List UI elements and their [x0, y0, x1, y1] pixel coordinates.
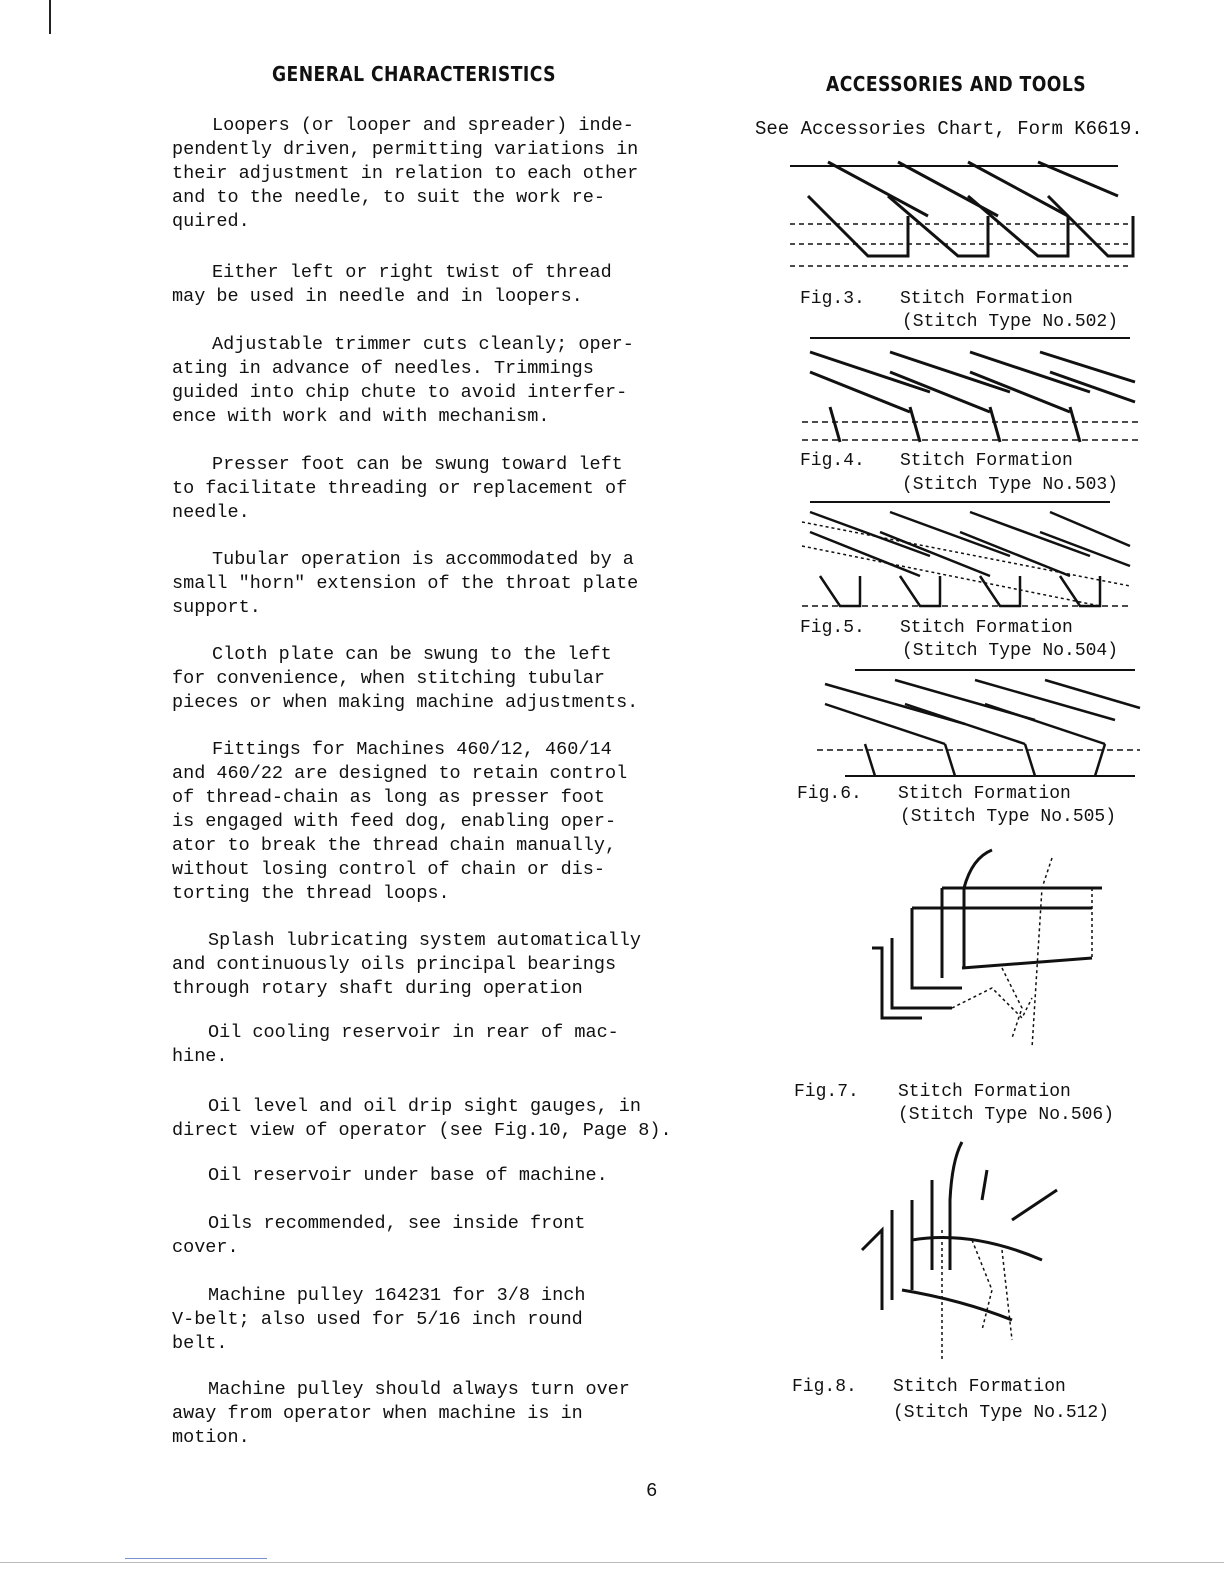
paragraph-pulley-direction: Machine pulley should always turn over away from operator when machine is in motion. — [172, 1379, 630, 1448]
stitch-512-illustration — [842, 1140, 1072, 1362]
page-number: 6 — [646, 1480, 658, 1502]
paragraph-oil-cooling: Oil cooling reservoir in rear of mac- hine. — [172, 1022, 619, 1067]
fig5-label: Fig.5. — [800, 618, 865, 638]
scan-edge-line — [49, 0, 51, 34]
paragraph-fittings: Fittings for Machines 460/12, 460/14 and 460/22 are designed to retain control of thread-chain as long as presser foot is engaged with feed dog, enabling oper- ator to break the thread chain manually, without losing control of chain or dis- torting the thread loops. — [172, 739, 628, 904]
accessories-intro: See Accessories Chart, Form K6619. — [755, 118, 1143, 140]
scan-bottom-rule — [0, 1562, 1224, 1563]
fig7-subtitle: (Stitch Type No.506) — [898, 1105, 1115, 1125]
fig3-label: Fig.3. — [800, 289, 865, 309]
paragraph-tubular: Tubular operation is accommodated by a small "horn" extension of the throat plate support. — [172, 549, 639, 618]
paragraph-trimmer: Adjustable trimmer cuts cleanly; oper- ating in advance of needles. Trimmings guided into chip chute to avoid interfer- ence with work and with mechanism. — [172, 334, 634, 427]
paragraph-oil-gauges: Oil level and oil drip sight gauges, in direct view of operator (see Fig.10, Page 8). — [172, 1096, 672, 1141]
stitch-502-illustration — [788, 156, 1138, 280]
paragraph-oils-recommended: Oils recommended, see inside front cover. — [172, 1213, 586, 1258]
paragraph-twist: Either left or right twist of thread may be used in needle and in loopers. — [172, 262, 612, 307]
paragraph-pulley: Machine pulley 164231 for 3/8 inch V-belt; also used for 5/16 inch round belt. — [172, 1285, 586, 1354]
fig4-label: Fig.4. — [800, 451, 865, 471]
paragraph-loopers: Loopers (or looper and spreader) inde- pendently driven, permitting variations in their adjustment in relation to each other and to the needle, to suit the work re- quired. — [172, 115, 639, 232]
scan-bottom-line — [125, 1558, 267, 1559]
fig5-title: Stitch Formation — [900, 618, 1073, 638]
fig3-title: Stitch Formation — [900, 289, 1073, 309]
paragraph-cloth-plate: Cloth plate can be swung to the left for convenience, when stitching tubular pieces or when making machine adjustments. — [172, 644, 639, 713]
fig4-title: Stitch Formation — [900, 451, 1073, 471]
stitch-503-illustration — [800, 332, 1145, 454]
stitch-506-illustration — [852, 848, 1112, 1070]
general-characteristics-heading: GENERAL CHARACTERISTICS — [272, 62, 556, 86]
fig3-subtitle: (Stitch Type No.502) — [902, 312, 1119, 332]
fig8-label: Fig.8. — [792, 1377, 857, 1397]
paragraph-presser-foot: Presser foot can be swung toward left to facilitate threading or replacement of needle. — [172, 454, 628, 523]
fig5-subtitle: (Stitch Type No.504) — [902, 641, 1119, 661]
fig7-title: Stitch Formation — [898, 1082, 1071, 1102]
fig6-subtitle: (Stitch Type No.505) — [900, 807, 1117, 827]
paragraph-lubrication: Splash lubricating system automatically and continuously oils principal bearings through rotary shaft during operation — [172, 930, 641, 999]
paragraph-oil-reservoir: Oil reservoir under base of machine. — [208, 1165, 608, 1186]
fig6-title: Stitch Formation — [898, 784, 1071, 804]
fig8-subtitle: (Stitch Type No.512) — [893, 1403, 1110, 1423]
fig7-label: Fig.7. — [794, 1082, 859, 1102]
fig6-label: Fig.6. — [797, 784, 862, 804]
stitch-505-illustration — [815, 664, 1145, 778]
fig8-title: Stitch Formation — [893, 1377, 1066, 1397]
fig4-subtitle: (Stitch Type No.503) — [902, 475, 1119, 495]
accessories-tools-heading: ACCESSORIES AND TOOLS — [826, 72, 1087, 96]
stitch-504-illustration — [800, 496, 1135, 614]
